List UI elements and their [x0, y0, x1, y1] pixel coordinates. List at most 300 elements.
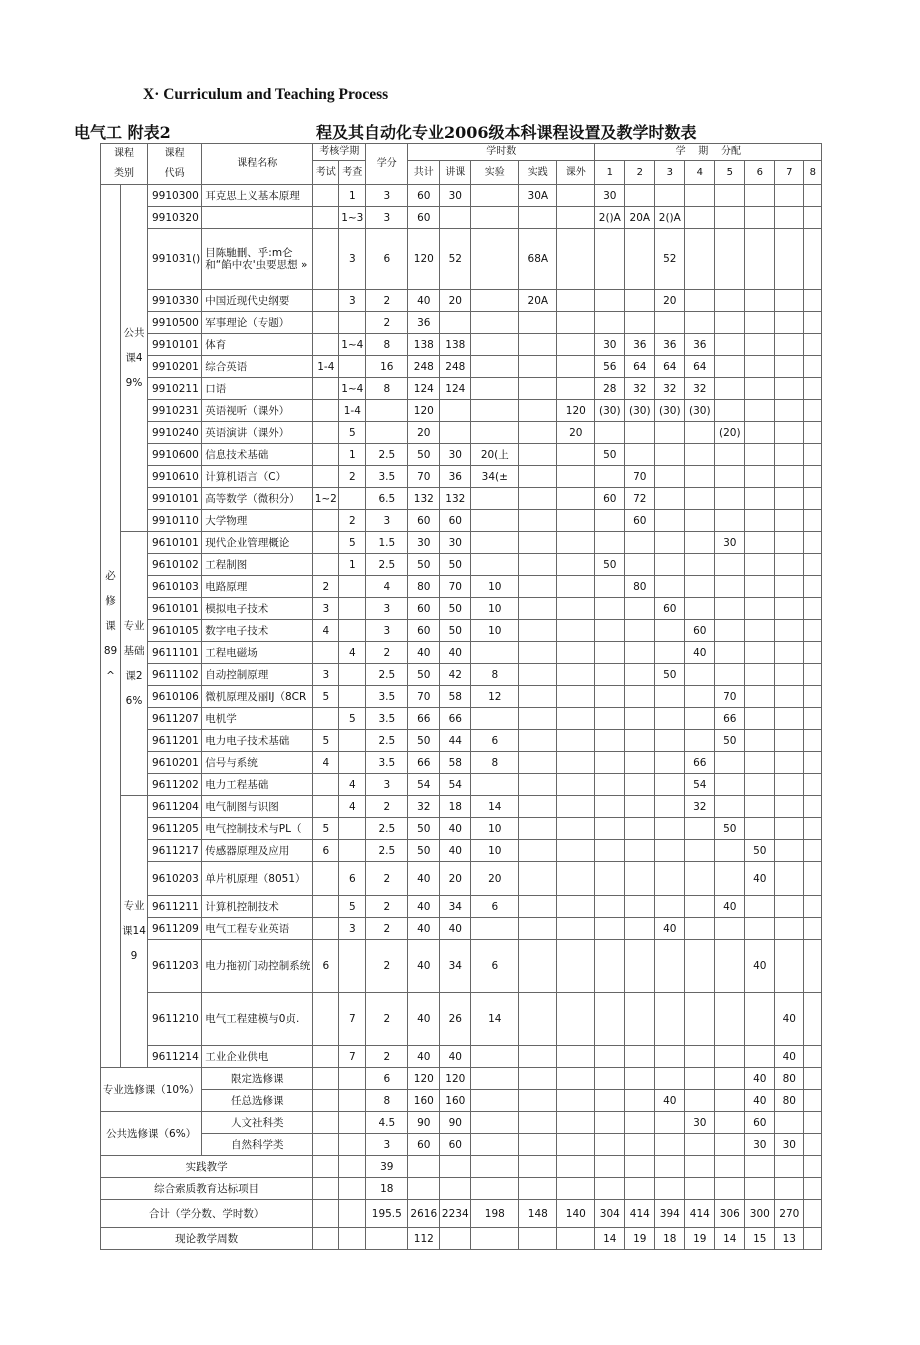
table-cell: (30)	[655, 400, 685, 422]
table-cell: 132	[440, 488, 471, 510]
table-cell	[715, 290, 745, 312]
course-code: 9611102	[148, 664, 202, 686]
table-cell	[339, 1068, 366, 1090]
course-code: 9910600	[148, 444, 202, 466]
table-cell	[595, 290, 625, 312]
table-cell	[557, 576, 595, 598]
table-cell	[685, 576, 715, 598]
table-cell	[557, 598, 595, 620]
table-title-left: 电气工 附表2	[74, 123, 171, 142]
table-cell	[557, 356, 595, 378]
table-cell	[775, 620, 804, 642]
table-cell: 13	[775, 1228, 804, 1250]
table-cell	[313, 708, 339, 730]
table-cell	[745, 466, 775, 488]
table-cell	[715, 620, 745, 642]
table-cell	[775, 576, 804, 598]
table-cell	[715, 1068, 745, 1090]
table-cell: 10	[471, 576, 519, 598]
table-cell	[519, 334, 557, 356]
table-row	[101, 576, 822, 598]
table-row	[101, 840, 822, 862]
table-cell: 80	[408, 576, 440, 598]
table-cell	[685, 510, 715, 532]
table-cell: 3.5	[366, 752, 408, 774]
table-cell	[471, 708, 519, 730]
table-cell	[519, 686, 557, 708]
table-cell: 14	[715, 1228, 745, 1250]
table-cell	[313, 862, 339, 896]
table-cell	[775, 730, 804, 752]
table-cell	[745, 356, 775, 378]
table-cell	[557, 940, 595, 993]
table-cell	[685, 708, 715, 730]
table-cell: 3	[366, 774, 408, 796]
table-cell: 16	[366, 356, 408, 378]
table-cell: 414	[685, 1200, 715, 1228]
table-cell: 20A	[625, 207, 655, 229]
table-cell	[519, 400, 557, 422]
table-cell: 6	[313, 940, 339, 993]
table-cell	[519, 796, 557, 818]
table-row	[101, 664, 822, 686]
course-name: 单片机原理（8051）	[202, 862, 313, 896]
table-cell	[804, 422, 822, 444]
table-cell	[804, 312, 822, 334]
table-cell	[804, 796, 822, 818]
course-code: 9611207	[148, 708, 202, 730]
course-code: 9910320	[148, 207, 202, 229]
table-cell	[804, 532, 822, 554]
table-cell	[804, 466, 822, 488]
header-exam-test: 考试	[313, 161, 339, 185]
table-cell: 60	[745, 1112, 775, 1134]
table-cell	[625, 1134, 655, 1156]
table-cell	[557, 840, 595, 862]
table-cell: (30)	[595, 400, 625, 422]
table-cell	[685, 1090, 715, 1112]
table-cell	[557, 207, 595, 229]
table-cell	[313, 229, 339, 290]
table-cell: 40	[745, 1090, 775, 1112]
table-cell	[471, 207, 519, 229]
table-cell	[595, 940, 625, 993]
course-code: 9610101	[148, 598, 202, 620]
table-cell	[775, 488, 804, 510]
group-basic-courses: 专业基础课26%	[121, 532, 148, 796]
table-cell: 40	[775, 993, 804, 1046]
table-row	[101, 229, 822, 290]
summary-row	[101, 1200, 822, 1228]
table-cell	[655, 312, 685, 334]
course-code: 9610203	[148, 862, 202, 896]
table-cell	[519, 708, 557, 730]
table-cell	[804, 1046, 822, 1068]
table-cell	[557, 796, 595, 818]
table-row	[101, 1068, 822, 1090]
table-cell	[775, 940, 804, 993]
table-cell	[625, 664, 655, 686]
table-cell: 30	[440, 532, 471, 554]
table-cell: 64	[685, 356, 715, 378]
table-cell: 1	[339, 185, 366, 207]
table-cell	[625, 1046, 655, 1068]
table-cell: 6	[471, 940, 519, 993]
table-cell	[595, 1156, 625, 1178]
course-name: 计算机控制技术	[202, 896, 313, 918]
table-cell: 40	[685, 642, 715, 664]
summary-row	[101, 1156, 822, 1178]
table-cell: 3.5	[366, 708, 408, 730]
course-code: 9910110	[148, 510, 202, 532]
table-cell	[655, 554, 685, 576]
table-cell: 2	[366, 642, 408, 664]
course-name: 传感器原理及应用	[202, 840, 313, 862]
table-cell	[715, 774, 745, 796]
table-cell	[804, 400, 822, 422]
table-row	[101, 532, 822, 554]
table-cell: 50	[595, 554, 625, 576]
table-cell	[804, 918, 822, 940]
table-cell: 18	[440, 796, 471, 818]
table-cell	[804, 1178, 822, 1200]
course-name: 微机原理及丽IJ（8CR	[202, 686, 313, 708]
table-cell	[313, 918, 339, 940]
table-cell: 40	[408, 940, 440, 993]
course-code: 991031()	[148, 229, 202, 290]
table-cell	[408, 1156, 440, 1178]
group-required-courses: 必修课89^	[101, 185, 121, 1068]
table-cell	[745, 993, 775, 1046]
table-cell	[715, 1046, 745, 1068]
course-name: 目陈馳刪、乎:m仑和“餡中农'虫要思想 »	[202, 229, 313, 290]
table-cell: 304	[595, 1200, 625, 1228]
table-cell: 50	[440, 554, 471, 576]
table-cell: 34(±	[471, 466, 519, 488]
table-cell	[745, 708, 775, 730]
table-cell	[804, 774, 822, 796]
table-cell	[595, 918, 625, 940]
table-cell	[685, 1156, 715, 1178]
table-cell	[655, 466, 685, 488]
table-row	[101, 620, 822, 642]
table-cell: 52	[655, 229, 685, 290]
table-cell	[471, 356, 519, 378]
table-cell: 20	[440, 862, 471, 896]
table-cell	[655, 940, 685, 993]
table-cell	[625, 229, 655, 290]
header-hours: 学时数	[408, 144, 595, 161]
table-cell	[339, 664, 366, 686]
table-cell: 2	[366, 993, 408, 1046]
table-cell: 6.5	[366, 488, 408, 510]
table-cell	[625, 752, 655, 774]
table-cell: 54	[408, 774, 440, 796]
table-cell	[655, 896, 685, 918]
table-cell	[313, 334, 339, 356]
table-cell: 138	[408, 334, 440, 356]
table-cell: 70	[408, 466, 440, 488]
table-row	[101, 796, 822, 818]
table-cell: 1.5	[366, 532, 408, 554]
table-cell: 4	[313, 620, 339, 642]
header-semester-6: 6	[745, 161, 775, 185]
table-cell	[775, 466, 804, 488]
table-row	[101, 356, 822, 378]
table-cell: 50	[715, 818, 745, 840]
table-cell	[519, 1090, 557, 1112]
course-code: 9910500	[148, 312, 202, 334]
table-cell	[339, 1200, 366, 1228]
table-cell	[745, 400, 775, 422]
table-cell	[557, 1046, 595, 1068]
table-cell: 2	[366, 1046, 408, 1068]
table-cell	[655, 993, 685, 1046]
table-cell	[775, 664, 804, 686]
course-code: 9610103	[148, 576, 202, 598]
course-name: 人文社科类	[202, 1112, 313, 1134]
group-major-courses: 专业课149	[121, 796, 148, 1068]
table-cell	[745, 818, 775, 840]
table-cell	[715, 1112, 745, 1134]
course-code: 9611217	[148, 840, 202, 862]
table-cell	[557, 686, 595, 708]
table-cell	[339, 488, 366, 510]
table-cell	[625, 896, 655, 918]
table-cell	[715, 466, 745, 488]
table-row	[101, 207, 822, 229]
course-name: 电气控制技术与PL（	[202, 818, 313, 840]
table-row	[101, 730, 822, 752]
summary-row	[101, 1228, 822, 1250]
table-cell	[519, 1046, 557, 1068]
table-cell: 70	[440, 576, 471, 598]
table-row	[101, 642, 822, 664]
table-cell: 70	[408, 686, 440, 708]
table-cell	[775, 1112, 804, 1134]
summary-label: 实践教学	[101, 1156, 313, 1178]
table-cell: 60	[408, 598, 440, 620]
table-row	[101, 312, 822, 334]
table-cell	[519, 1156, 557, 1178]
header-exam: 考核学期	[313, 144, 366, 161]
course-name: 电气工程建模与0贞.	[202, 993, 313, 1046]
table-cell	[745, 576, 775, 598]
table-cell	[775, 229, 804, 290]
table-cell	[557, 620, 595, 642]
table-cell: 50	[408, 554, 440, 576]
table-cell: 50	[408, 664, 440, 686]
table-cell	[745, 774, 775, 796]
table-cell: 50	[408, 818, 440, 840]
table-cell	[685, 730, 715, 752]
table-cell	[715, 400, 745, 422]
course-name: 电气工程专业英语	[202, 918, 313, 940]
table-cell	[655, 620, 685, 642]
table-cell	[519, 1112, 557, 1134]
course-code: 9611201	[148, 730, 202, 752]
table-cell	[655, 1134, 685, 1156]
table-cell: 14	[595, 1228, 625, 1250]
table-cell: 30	[440, 185, 471, 207]
table-cell: 42	[440, 664, 471, 686]
table-cell	[313, 1090, 339, 1112]
table-cell	[557, 466, 595, 488]
table-cell: 2.5	[366, 818, 408, 840]
table-cell: 30	[685, 1112, 715, 1134]
course-code: 9610102	[148, 554, 202, 576]
table-cell: 4	[339, 642, 366, 664]
table-cell: 4.5	[366, 1112, 408, 1134]
table-cell: 1~4	[339, 334, 366, 356]
table-cell	[313, 466, 339, 488]
table-cell: 2	[366, 940, 408, 993]
table-cell: 14	[471, 796, 519, 818]
table-cell	[440, 400, 471, 422]
table-cell	[595, 708, 625, 730]
course-name: 数字电子技术	[202, 620, 313, 642]
table-cell: 20(上	[471, 444, 519, 466]
table-cell	[595, 774, 625, 796]
course-name: 电力拖初门动控制系统	[202, 940, 313, 993]
table-cell	[471, 185, 519, 207]
table-cell	[339, 1156, 366, 1178]
table-cell	[715, 918, 745, 940]
table-cell: 8	[471, 752, 519, 774]
table-cell	[804, 840, 822, 862]
table-cell: 50	[408, 444, 440, 466]
table-cell: 3.5	[366, 466, 408, 488]
table-cell	[471, 1068, 519, 1090]
table-cell	[471, 378, 519, 400]
table-cell	[471, 774, 519, 796]
course-name: 计算机语言（C）	[202, 466, 313, 488]
header-category: 课程 类别	[101, 144, 148, 185]
table-cell	[775, 896, 804, 918]
table-cell: 1	[339, 444, 366, 466]
table-row	[101, 185, 822, 207]
table-cell: 19	[625, 1228, 655, 1250]
table-cell: 5	[339, 422, 366, 444]
table-cell	[655, 752, 685, 774]
course-code: 9610201	[148, 752, 202, 774]
table-cell	[804, 576, 822, 598]
table-row	[101, 466, 822, 488]
table-cell	[625, 796, 655, 818]
table-cell	[715, 1178, 745, 1200]
course-name: 电气制图与识图	[202, 796, 313, 818]
table-cell	[366, 422, 408, 444]
header-experiment: 实验	[471, 161, 519, 185]
table-cell	[804, 940, 822, 993]
table-cell	[685, 290, 715, 312]
table-cell: 8	[366, 1090, 408, 1112]
table-cell	[715, 378, 745, 400]
table-row	[101, 1046, 822, 1068]
table-cell	[775, 185, 804, 207]
table-cell	[471, 532, 519, 554]
table-cell	[408, 1178, 440, 1200]
table-cell	[519, 752, 557, 774]
table-cell	[804, 1090, 822, 1112]
table-cell	[655, 576, 685, 598]
table-cell: 8	[471, 664, 519, 686]
table-cell: 34	[440, 940, 471, 993]
table-cell	[625, 620, 655, 642]
table-cell: 60	[685, 620, 715, 642]
table-cell	[625, 840, 655, 862]
table-cell	[519, 422, 557, 444]
table-cell	[745, 290, 775, 312]
table-cell	[595, 1112, 625, 1134]
table-cell	[557, 1228, 595, 1250]
table-cell	[625, 708, 655, 730]
table-cell: 36	[408, 312, 440, 334]
table-cell: 32	[655, 378, 685, 400]
table-cell	[471, 1134, 519, 1156]
course-code: 9611204	[148, 796, 202, 818]
table-cell: 80	[775, 1068, 804, 1090]
table-cell	[595, 312, 625, 334]
table-cell	[519, 620, 557, 642]
table-cell: 5	[313, 686, 339, 708]
table-cell	[557, 642, 595, 664]
table-cell	[745, 554, 775, 576]
table-cell	[339, 312, 366, 334]
course-code: 9611203	[148, 940, 202, 993]
table-cell: 60	[655, 598, 685, 620]
table-cell: 5	[339, 896, 366, 918]
table-cell	[655, 708, 685, 730]
table-cell: 44	[440, 730, 471, 752]
table-cell	[625, 1178, 655, 1200]
table-cell	[557, 1068, 595, 1090]
table-cell	[715, 1156, 745, 1178]
table-cell: 112	[408, 1228, 440, 1250]
elective-public-label: 公共选修课（6%）	[101, 1112, 202, 1156]
course-code: 9610105	[148, 620, 202, 642]
table-cell: 2.5	[366, 840, 408, 862]
table-cell	[775, 1156, 804, 1178]
table-cell: 10	[471, 818, 519, 840]
table-cell: 30	[775, 1134, 804, 1156]
table-cell: 72	[625, 488, 655, 510]
table-cell	[519, 993, 557, 1046]
table-cell	[519, 312, 557, 334]
table-cell: 66	[685, 752, 715, 774]
table-cell: 66	[408, 752, 440, 774]
table-cell	[557, 708, 595, 730]
table-cell	[685, 598, 715, 620]
table-cell: 40	[775, 1046, 804, 1068]
header-practice: 实践	[519, 161, 557, 185]
header-semester-1: 1	[595, 161, 625, 185]
table-cell	[745, 510, 775, 532]
course-name: 体育	[202, 334, 313, 356]
table-cell: 120	[408, 229, 440, 290]
table-cell	[595, 993, 625, 1046]
table-cell	[595, 1090, 625, 1112]
table-cell: 56	[595, 356, 625, 378]
table-cell	[715, 576, 745, 598]
table-cell: 120	[557, 400, 595, 422]
table-cell	[745, 642, 775, 664]
table-cell	[625, 862, 655, 896]
table-cell: 20	[471, 862, 519, 896]
table-cell	[685, 466, 715, 488]
course-name: 英语视听（课外）	[202, 400, 313, 422]
table-cell	[339, 818, 366, 840]
